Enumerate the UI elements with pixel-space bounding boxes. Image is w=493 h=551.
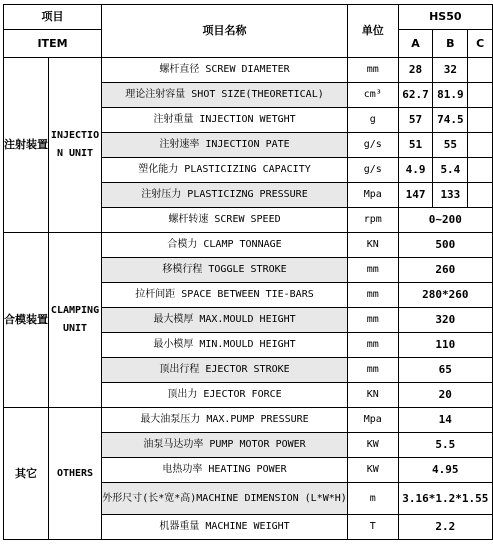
spec-value: 320 <box>398 308 492 333</box>
spec-unit: g/s <box>348 158 399 183</box>
spec-value: 500 <box>398 233 492 258</box>
spec-unit: KN <box>348 383 399 408</box>
group-clamping-en: CLAMPING UNIT <box>49 233 102 408</box>
spec-value: 280*260 <box>398 283 492 308</box>
spec-name: 拉杆间距 SPACE BETWEEN TIE-BARS <box>102 283 348 308</box>
group-injection-cn: 注射装置 <box>4 58 49 233</box>
spec-value-a: 28 <box>398 58 433 83</box>
header-model: HS50 <box>398 5 492 30</box>
spec-value: 14 <box>398 408 492 433</box>
header-item-cn: 项目 <box>4 5 102 30</box>
spec-value-c <box>468 183 493 208</box>
spec-name: 螺杆转速 SCREW SPEED <box>102 208 348 233</box>
spec-unit: T <box>348 515 399 540</box>
spec-name: 油泵马达功率 PUMP MOTOR POWER <box>102 433 348 458</box>
spec-name: 理论注射容量 SHOT SIZE(THEORETICAL) <box>102 83 348 108</box>
spec-unit: mm <box>348 308 399 333</box>
spec-unit: KN <box>348 233 399 258</box>
spec-unit: mm <box>348 358 399 383</box>
spec-unit: rpm <box>348 208 399 233</box>
spec-unit: m <box>348 483 399 515</box>
spec-unit: g/s <box>348 133 399 158</box>
spec-name: 注射压力 PLASTICIZNG PRESSURE <box>102 183 348 208</box>
spec-name: 最小模厚 MIN.MOULD HEIGHT <box>102 333 348 358</box>
spec-row <box>4 408 493 433</box>
spec-name: 移模行程 TOGGLE STROKE <box>102 258 348 283</box>
spec-value-a: 51 <box>398 133 433 158</box>
spec-value-a: 62.7 <box>398 83 433 108</box>
spec-table <box>3 4 493 540</box>
header-row <box>4 5 493 30</box>
spec-name: 螺杆直径 SCREW DIAMETER <box>102 58 348 83</box>
spec-unit: cm³ <box>348 83 399 108</box>
header-col-a: A <box>398 30 433 58</box>
header-col-b: B <box>433 30 468 58</box>
spec-name: 最大模厚 MAX.MOULD HEIGHT <box>102 308 348 333</box>
spec-unit: mm <box>348 283 399 308</box>
spec-name: 顶出行程 EJECTOR STROKE <box>102 358 348 383</box>
spec-value-b: 81.9 <box>433 83 468 108</box>
spec-value: 0~200 <box>398 208 492 233</box>
group-others-en: OTHERS <box>49 408 102 540</box>
spec-value: 4.95 <box>398 458 492 483</box>
spec-name: 注射速率 INJECTION PATE <box>102 133 348 158</box>
spec-value: 65 <box>398 358 492 383</box>
spec-value-c <box>468 83 493 108</box>
header-item-name: 项目名称 <box>102 5 348 58</box>
spec-name: 电热功率 HEATING POWER <box>102 458 348 483</box>
spec-unit: KW <box>348 458 399 483</box>
spec-name: 合模力 CLAMP TONNAGE <box>102 233 348 258</box>
spec-name: 注射重量 INJECTION WETGHT <box>102 108 348 133</box>
spec-value: 260 <box>398 258 492 283</box>
spec-value-a: 57 <box>398 108 433 133</box>
spec-value: 5.5 <box>398 433 492 458</box>
group-clamping-cn: 合模装置 <box>4 233 49 408</box>
spec-value: 110 <box>398 333 492 358</box>
spec-value-c <box>468 133 493 158</box>
spec-value-c <box>468 158 493 183</box>
spec-value: 3.16*1.2*1.55 <box>398 483 492 515</box>
spec-unit: Mpa <box>348 183 399 208</box>
spec-row <box>4 233 493 258</box>
spec-value: 2.2 <box>398 515 492 540</box>
spec-row <box>4 58 493 83</box>
spec-unit: mm <box>348 258 399 283</box>
header-unit: 单位 <box>348 5 399 58</box>
spec-value: 20 <box>398 383 492 408</box>
spec-unit: mm <box>348 333 399 358</box>
spec-unit: mm <box>348 58 399 83</box>
spec-name: 机器重量 MACHINE WEIGHT <box>102 515 348 540</box>
spec-value-c <box>468 58 493 83</box>
group-injection-en: INJECTION UNIT <box>49 58 102 233</box>
spec-value-b: 74.5 <box>433 108 468 133</box>
spec-unit: KW <box>348 433 399 458</box>
spec-name: 最大油泵压力 MAX.PUMP PRESSURE <box>102 408 348 433</box>
spec-name: 塑化能力 PLASTICIZING CAPACITY <box>102 158 348 183</box>
header-col-c: C <box>468 30 493 58</box>
spec-value-c <box>468 108 493 133</box>
spec-unit: Mpa <box>348 408 399 433</box>
spec-value-b: 133 <box>433 183 468 208</box>
spec-value-b: 55 <box>433 133 468 158</box>
spec-name: 顶出力 EJECTOR FORCE <box>102 383 348 408</box>
spec-unit: g <box>348 108 399 133</box>
header-item-en: ITEM <box>4 30 102 58</box>
group-others-cn: 其它 <box>4 408 49 540</box>
spec-value-a: 147 <box>398 183 433 208</box>
spec-value-b: 32 <box>433 58 468 83</box>
spec-value-b: 5.4 <box>433 158 468 183</box>
spec-value-a: 4.9 <box>398 158 433 183</box>
spec-name: 外形尺寸(长*宽*高)MACHINE DIMENSION (L*W*H) <box>102 483 348 515</box>
